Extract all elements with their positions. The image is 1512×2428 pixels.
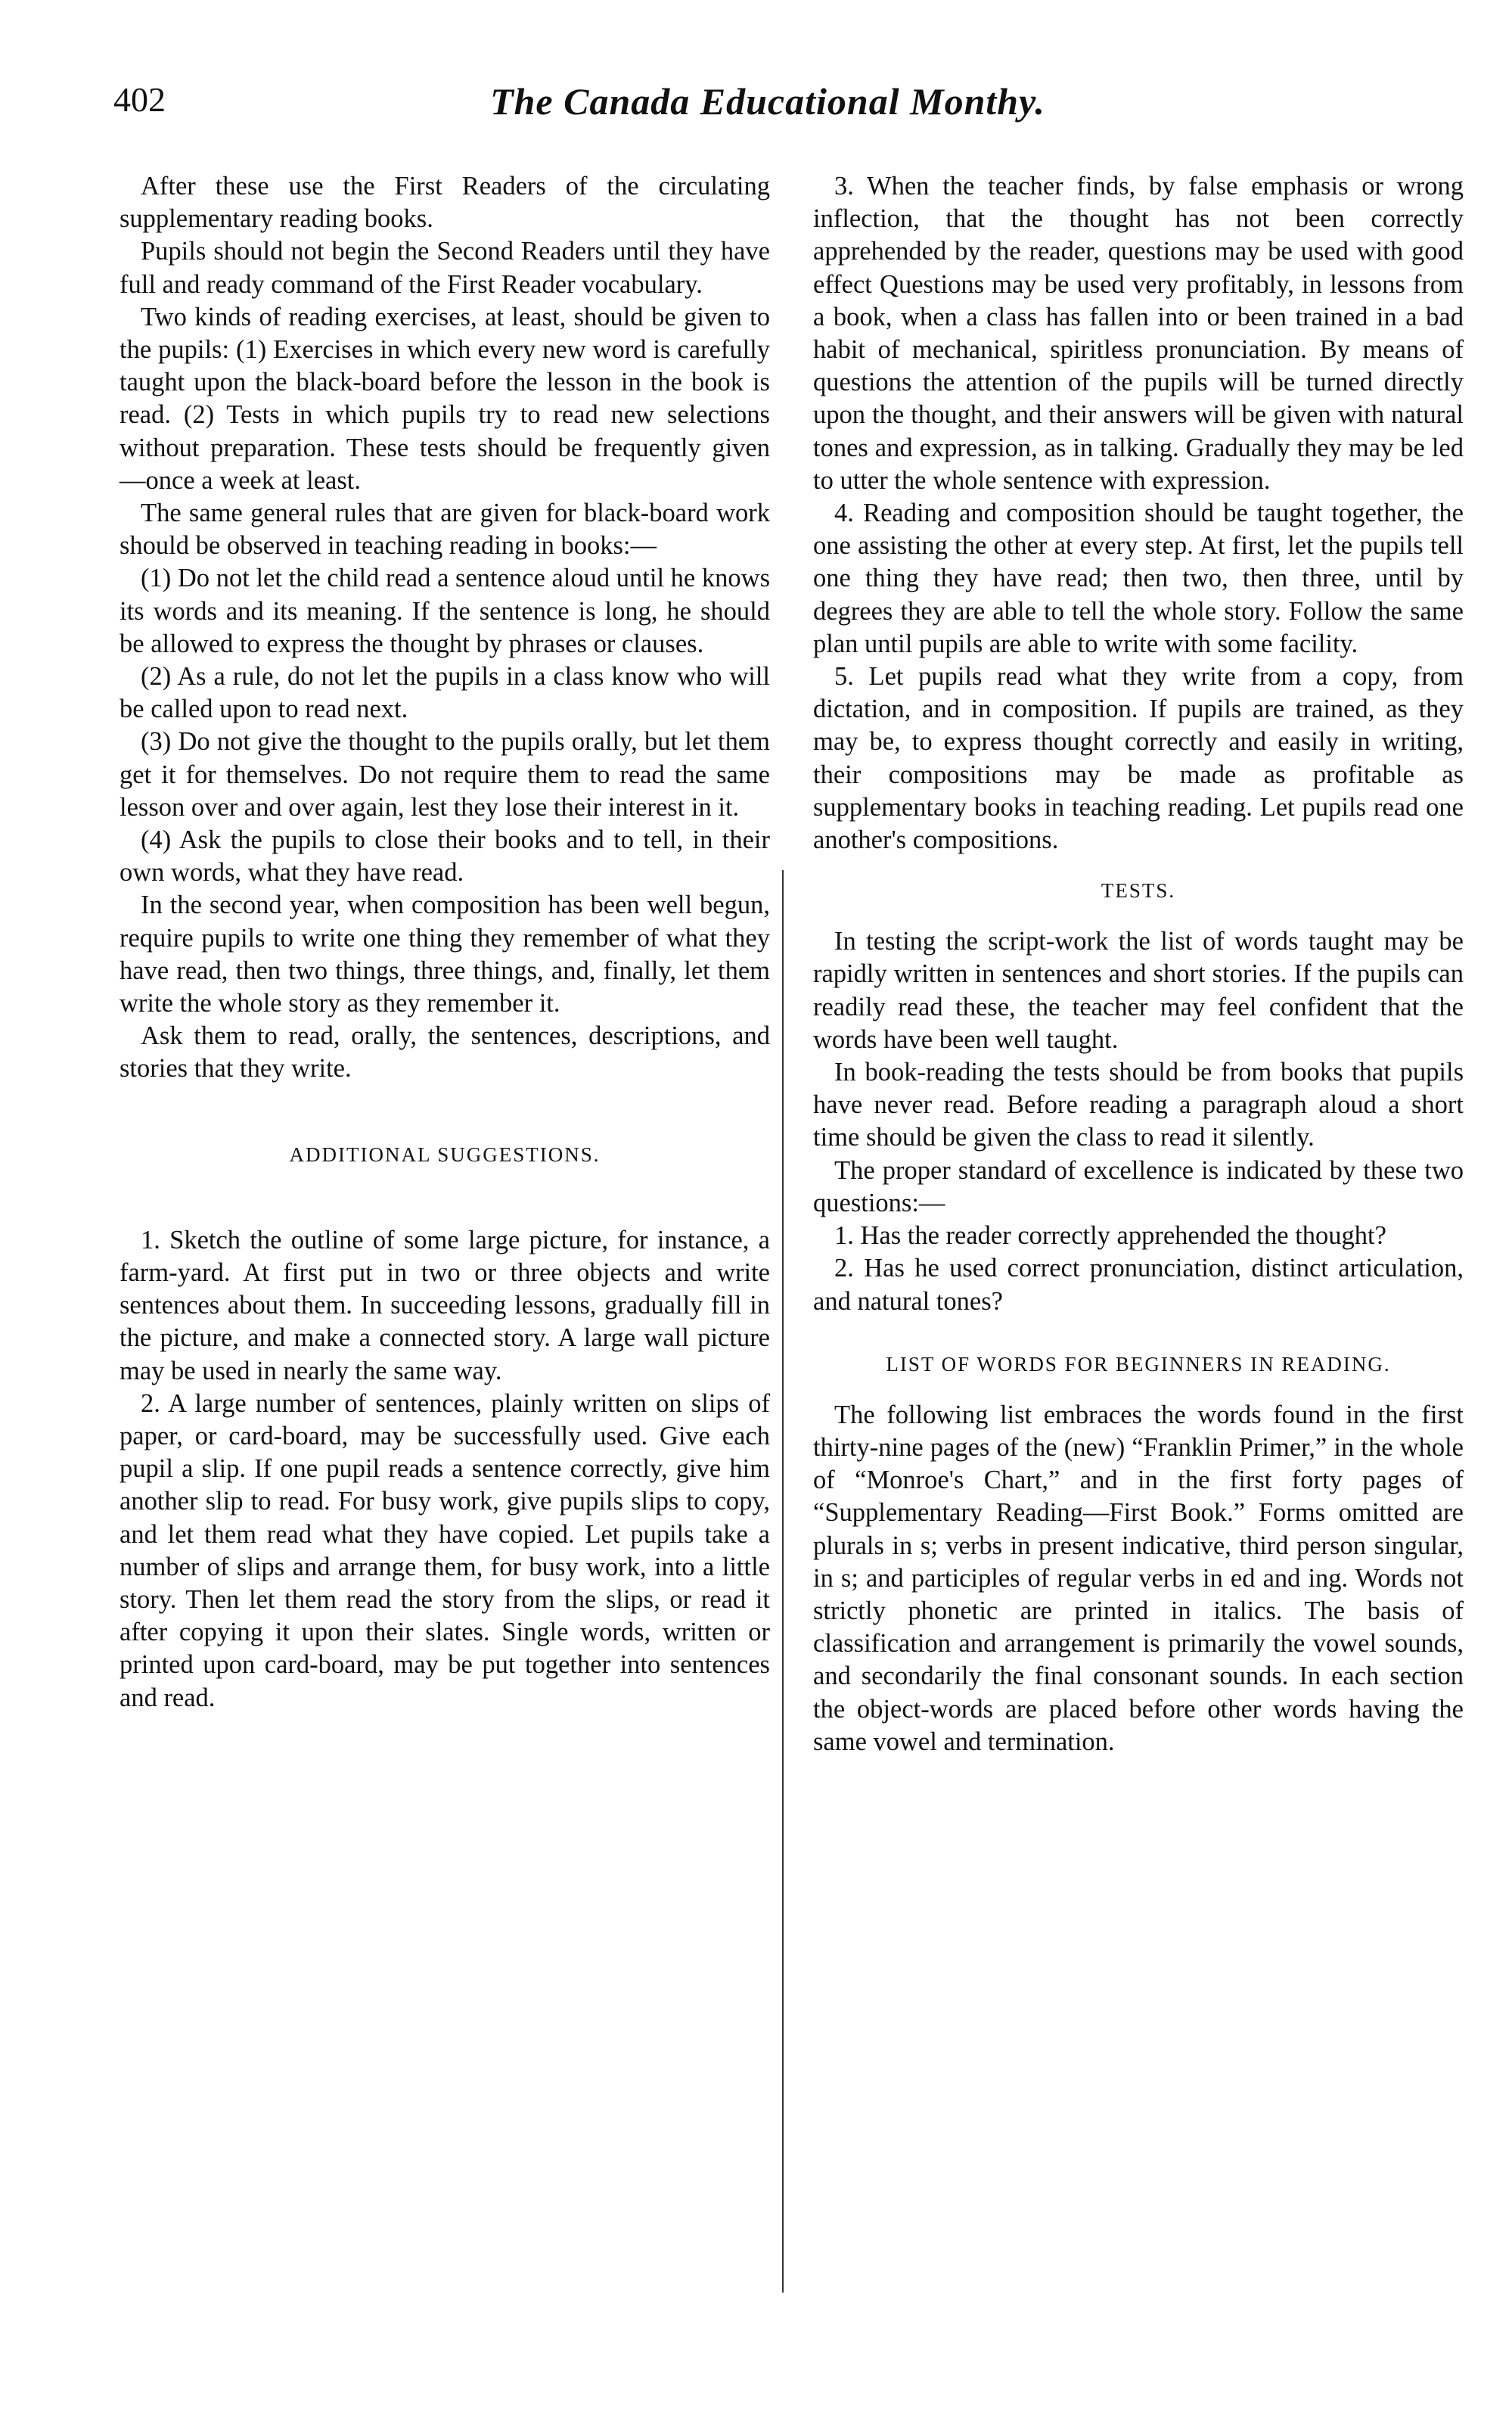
spacer xyxy=(813,907,1464,925)
spacer xyxy=(813,1381,1464,1399)
suggestion-paragraph: 4. Reading and composition should be taught together, the one assisting the other at every step. At first, let the pupils tell one thing they have read; then two, then three, until by degrees they are able to tell the whole story. Follow the same plan until pupils are able to write with some facility. xyxy=(813,499,1464,658)
test-paragraph: In testing the script-work the list of words taught may be rapidly written in sentences and short stories. If the pupils can readily read these, the teacher may feel confident that the words have been well taught. xyxy=(813,927,1464,1054)
paragraph: The same general rules that are given for black-board work should be observed in teaching reading in books:— xyxy=(120,499,770,561)
paragraph: (2) As a rule, do not let the pupils in a class know who will be called upon to read next. xyxy=(120,662,770,724)
section-heading-tests: TESTS. xyxy=(1101,879,1176,903)
suggestion-paragraph: 5. Let pupils read what they write from a copy, from dictation, and in composition. If pupils are trained, as they may be, to express thought correctly and easily in writing, their compositions may be made as profitable as supplementary books in teaching reading. Let pupils read one another's compositions. xyxy=(813,662,1464,855)
paragraph: Two kinds of reading exercises, at least, should be given to the pupils: (1) Exercises in which every new word is carefully taught upon the black-board before the lesson in the book is read. (2) Tests in which pupils try to read new selections without preparation. These tests should be frequently given —once a week at least. xyxy=(120,302,770,495)
section-heading-additional-suggestions: ADDITIONAL SUGGESTIONS. xyxy=(289,1142,601,1166)
column-divider xyxy=(782,870,784,2293)
paragraph: (3) Do not give the thought to the pupils orally, but let them get it for themselves. Do not require them to read the same lesson over and over again, lest they lose their interest in it. xyxy=(120,727,770,822)
page-header xyxy=(113,79,1422,140)
paragraph: After these use the First Readers of the circulating supplementary reading books. xyxy=(120,172,770,234)
left-column xyxy=(120,170,770,1715)
spacer xyxy=(813,856,1464,875)
test-paragraph: The proper standard of excellence is indicated by these two questions:— xyxy=(813,1155,1464,1217)
test-paragraph: In book-reading the tests should be from books that pupils have never read. Before reading a paragraph aloud a short time should be given the class to read it silently. xyxy=(813,1058,1464,1152)
spacer xyxy=(813,1318,1464,1348)
suggestion-paragraph: 3. When the teacher finds, by false emphasis or wrong inflection, that the thought has not been correctly apprehended by the reader, questions may be used with good effect Questions may be used very profitably, in lessons from a book, when a class has fallen into or been trained in a bad habit of mechanical, spiritless pronunciation. By means of questions the attention of the pupils will be turned directly upon the thought, and their answers will be given with natural tones and expression, as in talking. Gradually they may be led to utter the whole sentence with expression. xyxy=(813,172,1464,495)
suggestion-paragraph: 1. Sketch the outline of some large picture, for instance, a farm-yard. At first put in two or three objects and write sentences about them. In succeeding lessons, gradually fill in the picture, and make a connected story. A large wall picture may be used in nearly the same way. xyxy=(120,1225,770,1385)
suggestion-paragraph: 2. A large number of sentences, plainly written on slips of paper, or card-board, may be successfully used. Give each pupil a slip. If one pupil reads a sentence correctly, give him another slip to read. For busy work, give pupils slips to copy, and let them read what they have copied. Let pupils take a number of slips and arrange them, for busy work, into a little story. Then let them read the story from the slips, or read it after copying it upon their slates. Single words, written or printed upon card-board, may be put together into sentences and read. xyxy=(120,1388,770,1712)
journal-title: The Canada Educational Monthy. xyxy=(490,80,1045,123)
paragraph: Ask them to read, orally, the sentences, descriptions, and stories that they write. xyxy=(120,1021,770,1083)
spacer xyxy=(120,1086,770,1139)
paragraph: (4) Ask the pupils to close their books and to tell, in their own words, what they have read. xyxy=(120,825,770,888)
paragraph: In the second year, when composition has been well begun, require pupils to write one thing they remember of what they have read, then two things, three things, and, finally, let them write the whole story as they remember it. xyxy=(120,891,770,1018)
word-list-intro: The following list embraces the words found in the first thirty-nine pages of the (new) “Franklin Primer,” in the whole of “Monroe's Chart,” and in the first forty pages of “Supplementary Reading—First Book.” Forms omitted are plurals in s; verbs in present indicative, third person singular, in s; and participles of regular verbs in ed and ing. Words not strictly phonetic are printed in italics. The basis of classification and arrangement is primarily the vowel sounds, and secondarily the final consonant sounds. In each section the object-words are placed before other words having the same vowel and termination. xyxy=(813,1400,1464,1756)
section-heading-word-list: LIST OF WORDS FOR BEGINNERS IN READING. xyxy=(886,1352,1391,1376)
paragraph: Pupils should not begin the Second Readers until they have full and ready command of the First Reader vocabulary. xyxy=(120,237,770,299)
test-question: 2. Has he used correct pronunciation, distinct articulation, and natural tones? xyxy=(813,1254,1464,1316)
right-column xyxy=(813,170,1464,1758)
page-number: 402 xyxy=(113,80,166,119)
spacer xyxy=(120,1171,770,1224)
test-question: 1. Has the reader correctly apprehended the thought? xyxy=(834,1221,1386,1251)
paragraph: (1) Do not let the child read a sentence aloud until he knows its words and its meaning. If the sentence is long, he should be allowed to express the thought by phrases or clauses. xyxy=(120,564,770,658)
